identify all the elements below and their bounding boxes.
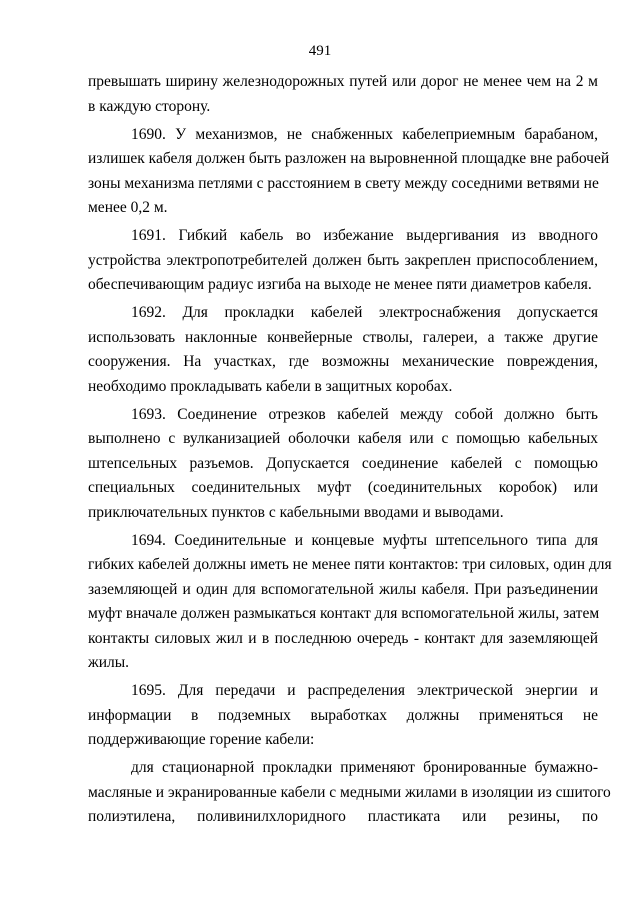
text-line: информации в подземных выработках должны применяться не <box>88 706 598 724</box>
text-line: 1694. Соединительные и концевые муфты штепсельного типа для <box>131 531 598 549</box>
text-line: гибких кабелей должны иметь не менее пяти контактов: три силовых, один для <box>88 556 612 573</box>
text-line: 1691. Гибкий кабель во избежание выдергивания из вводного <box>131 227 598 244</box>
text-line: для стационарной прокладки применяют бронированные бумажно- <box>131 759 598 776</box>
text-line: устройства электропотребителей должен быть закреплен приспособлением, <box>88 251 598 269</box>
text-line: необходимо прокладывать кабели в защитных коробах. <box>88 377 453 395</box>
document-body <box>88 70 612 830</box>
text-line: поддерживающие горение кабели: <box>88 731 315 748</box>
paragraph-1695 <box>88 679 598 753</box>
text-line: в каждую сторону. <box>88 97 211 115</box>
text-line: выполнено с вулканизацией оболочки кабеля или с помощью кабельных <box>88 430 598 447</box>
text-line: использовать наклонные конвейерные стволы, галереи, а также другие <box>88 328 598 346</box>
text-line: менее 0,2 м. <box>88 199 168 216</box>
paragraph-1693 <box>88 403 598 526</box>
text-line: заземляющей и один для вспомогательной жилы кабеля. При разъединении <box>88 580 598 598</box>
text-line: превышать ширину железнодорожных путей или дорог не менее чем на 2 м <box>88 73 598 90</box>
text-line: 1690. У механизмов, не снабженных кабелеприемным барабаном, <box>131 125 598 143</box>
paragraph-1694 <box>88 529 612 676</box>
paragraph-1690 <box>88 123 610 221</box>
text-line: 1693. Соединение отрезков кабелей между собой должно быть <box>131 405 598 423</box>
text-line: полиэтилена, поливинилхлоридного пластиката или резины, по <box>88 808 598 825</box>
text-line: приключательных пунктов с кабельными вводами и выводами. <box>88 503 504 521</box>
text-line: специальных соединительных муфт (соединительных коробок) или <box>88 479 598 496</box>
text-line: излишек кабеля должен быть разложен на выровненной площадке вне рабочей <box>88 150 610 167</box>
text-line: 1695. Для передачи и распределения электрической энергии и <box>131 682 598 699</box>
text-line: масляные и экранированные кабели с медными жилами в изоляции из сшитого <box>88 783 611 801</box>
page-number: 491 <box>308 43 332 59</box>
paragraph-1692 <box>88 301 598 399</box>
text-line: муфт вначале должен размыкаться контакт для вспомогательной жилы, затем <box>88 605 600 622</box>
text-line: жилы. <box>88 654 130 671</box>
text-line: зоны механизма петлями с расстоянием в свету между соседними ветвями не <box>88 174 599 192</box>
text-line: штепсельных разъемов. Допускается соединение кабелей с помощью <box>88 454 598 472</box>
text-line: обеспечивающим радиус изгиба на выходе не менее пяти диаметров кабеля. <box>88 276 592 293</box>
paragraph-1691 <box>88 224 598 298</box>
paragraph-1695-list-item <box>88 756 611 830</box>
text-line: 1692. Для прокладки кабелей электроснабжения допускается <box>131 304 598 321</box>
paragraph-continuation <box>88 70 598 119</box>
text-line: контакты силовых жил и в последнюю очередь - контакт для заземляющей <box>88 629 598 647</box>
text-line: сооружения. На участках, где возможны механические повреждения, <box>88 353 598 370</box>
